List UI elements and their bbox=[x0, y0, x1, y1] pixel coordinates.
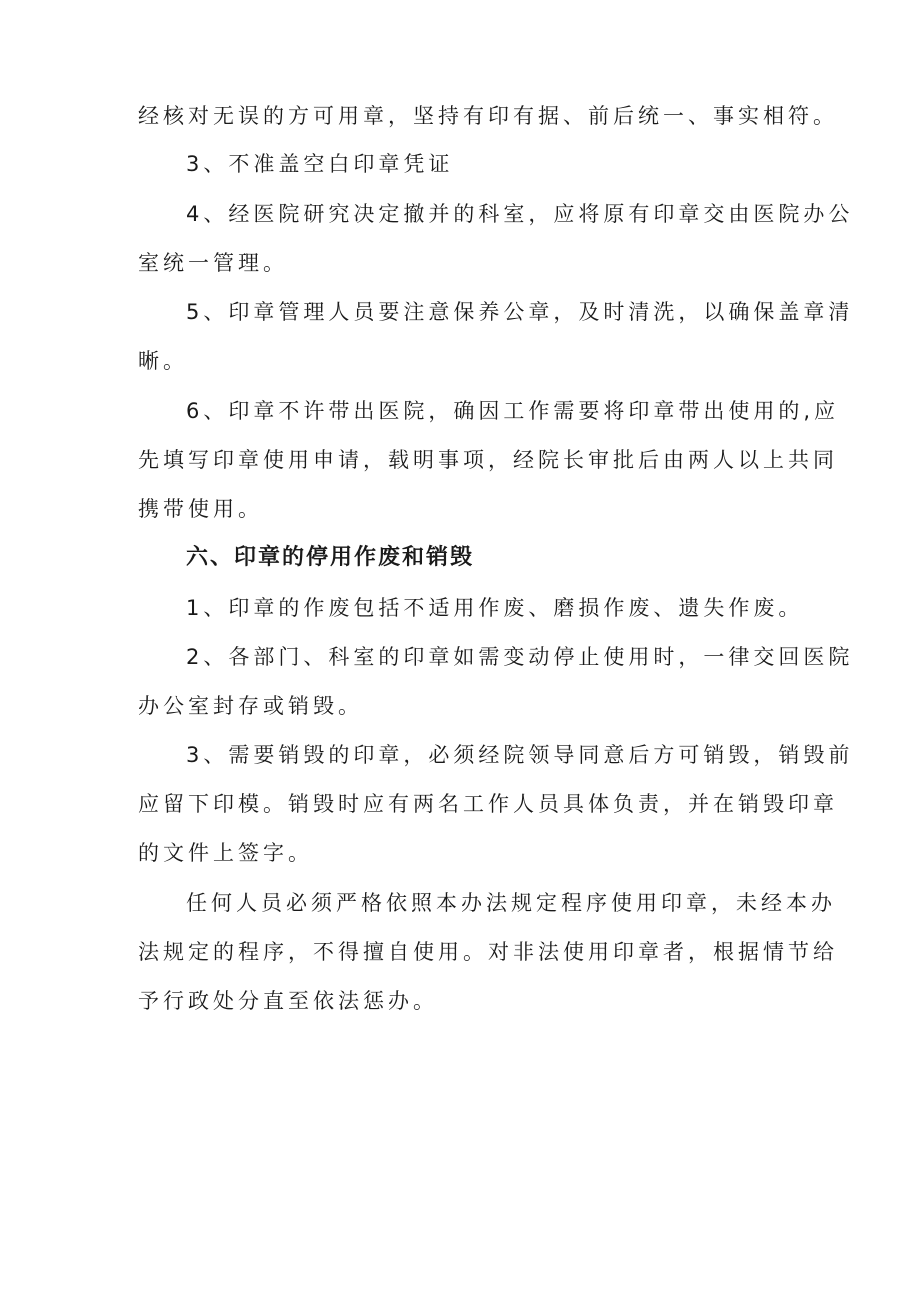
text-line: 的文件上签字。 bbox=[138, 841, 313, 865]
text-line: 经核对无误的方可用章，坚持有印有据、前后统一、事实相符。 bbox=[138, 104, 838, 128]
text-line: 应留下印模。销毁时应有两名工作人员具体负责，并在销毁印章 bbox=[138, 792, 838, 816]
text-line: 晰。 bbox=[138, 349, 188, 373]
section-heading: 六、印章的停用作废和销毁 bbox=[186, 545, 475, 570]
text-line: 办公室封存或销毁。 bbox=[138, 694, 363, 718]
list-item: 3、不准盖空白印章凭证 bbox=[186, 152, 454, 176]
text-line: 先填写印章使用申请，载明事项，经院长审批后由两人以上共同 bbox=[138, 448, 838, 472]
list-item: 6、印章不许带出医院，确因工作需要将印章带出使用的,应 bbox=[186, 399, 840, 423]
text-line: 室统一管理。 bbox=[138, 251, 288, 275]
list-item: 4、经医院研究决定撤并的科室，应将原有印章交由医院办公 bbox=[186, 202, 854, 226]
paragraph-start: 任何人员必须严格依照本办法规定程序使用印章，未经本办 bbox=[186, 891, 836, 915]
text-line: 予行政处分直至依法惩办。 bbox=[138, 989, 438, 1013]
text-line: 携带使用。 bbox=[138, 497, 263, 521]
list-item: 1、印章的作废包括不适用作废、磨损作废、遗失作废。 bbox=[186, 596, 804, 620]
list-item: 2、各部门、科室的印章如需变动停止使用时，一律交回医院 bbox=[186, 645, 854, 669]
list-item: 3、需要销毁的印章，必须经院领导同意后方可销毁，销毁前 bbox=[186, 743, 854, 767]
text-line: 法规定的程序，不得擅自使用。对非法使用印章者，根据情节给 bbox=[138, 940, 838, 964]
list-item: 5、印章管理人员要注意保养公章，及时清洗，以确保盖章清 bbox=[186, 300, 854, 324]
